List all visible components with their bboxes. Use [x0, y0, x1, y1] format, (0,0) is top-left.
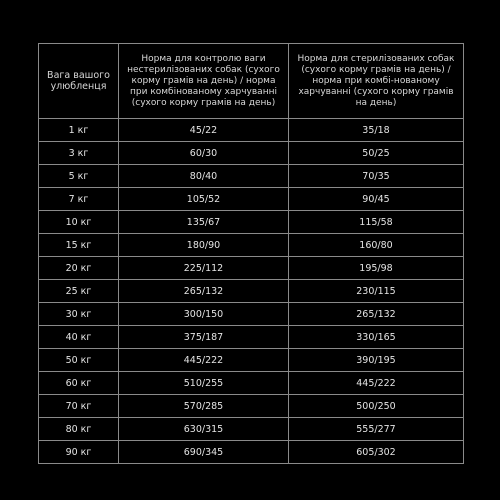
table-row [39, 349, 464, 372]
cell-weight: 40 кг [39, 326, 119, 349]
cell-non-sterilized: 375/187 [119, 326, 289, 349]
cell-sterilized: 195/98 [289, 257, 464, 280]
cell-sterilized: 115/58 [289, 211, 464, 234]
feeding-norms-table [38, 43, 464, 464]
cell-non-sterilized: 180/90 [119, 234, 289, 257]
cell-non-sterilized: 265/132 [119, 280, 289, 303]
cell-sterilized: 160/80 [289, 234, 464, 257]
table-body [39, 119, 464, 464]
table-row [39, 303, 464, 326]
table-row [39, 372, 464, 395]
cell-sterilized: 90/45 [289, 188, 464, 211]
cell-non-sterilized: 690/345 [119, 441, 289, 464]
table-row [39, 257, 464, 280]
cell-sterilized: 330/165 [289, 326, 464, 349]
cell-non-sterilized: 225/112 [119, 257, 289, 280]
cell-weight: 50 кг [39, 349, 119, 372]
cell-weight: 3 кг [39, 142, 119, 165]
cell-weight: 20 кг [39, 257, 119, 280]
cell-sterilized: 230/115 [289, 280, 464, 303]
cell-non-sterilized: 60/30 [119, 142, 289, 165]
cell-non-sterilized: 570/285 [119, 395, 289, 418]
cell-weight: 7 кг [39, 188, 119, 211]
table-row [39, 395, 464, 418]
table-row [39, 165, 464, 188]
table-row [39, 418, 464, 441]
table-row [39, 142, 464, 165]
cell-weight: 25 кг [39, 280, 119, 303]
cell-weight: 80 кг [39, 418, 119, 441]
cell-sterilized: 70/35 [289, 165, 464, 188]
cell-weight: 10 кг [39, 211, 119, 234]
cell-weight: 15 кг [39, 234, 119, 257]
cell-sterilized: 35/18 [289, 119, 464, 142]
cell-weight: 70 кг [39, 395, 119, 418]
cell-sterilized: 555/277 [289, 418, 464, 441]
cell-non-sterilized: 510/255 [119, 372, 289, 395]
cell-weight: 5 кг [39, 165, 119, 188]
cell-weight: 90 кг [39, 441, 119, 464]
table-row [39, 441, 464, 464]
cell-non-sterilized: 445/222 [119, 349, 289, 372]
table-row [39, 188, 464, 211]
table-row [39, 234, 464, 257]
header-non-sterilized-norm: Норма для контролю ваги нестерилізованих собак (сухого корму грамів на день) / норма при комбінованому харчуванні (сухого корму грамів на день) [119, 44, 289, 119]
cell-sterilized: 500/250 [289, 395, 464, 418]
header-sterilized-norm: Норма для стерилізованих собак (сухого корму грамів на день) / норма при комбі-нованому харчуванні (сухого корму грамів на день) [289, 44, 464, 119]
cell-sterilized: 605/302 [289, 441, 464, 464]
cell-non-sterilized: 135/67 [119, 211, 289, 234]
cell-sterilized: 50/25 [289, 142, 464, 165]
table-row [39, 211, 464, 234]
cell-non-sterilized: 630/315 [119, 418, 289, 441]
cell-non-sterilized: 45/22 [119, 119, 289, 142]
table-header [39, 44, 464, 119]
cell-weight: 1 кг [39, 119, 119, 142]
cell-non-sterilized: 80/40 [119, 165, 289, 188]
cell-weight: 60 кг [39, 372, 119, 395]
table-row [39, 280, 464, 303]
cell-non-sterilized: 300/150 [119, 303, 289, 326]
cell-weight: 30 кг [39, 303, 119, 326]
table-row [39, 119, 464, 142]
header-weight: Вага вашого улюбленця [39, 44, 119, 119]
cell-sterilized: 265/132 [289, 303, 464, 326]
table-row [39, 326, 464, 349]
header-row [39, 44, 464, 119]
cell-sterilized: 445/222 [289, 372, 464, 395]
cell-non-sterilized: 105/52 [119, 188, 289, 211]
cell-sterilized: 390/195 [289, 349, 464, 372]
